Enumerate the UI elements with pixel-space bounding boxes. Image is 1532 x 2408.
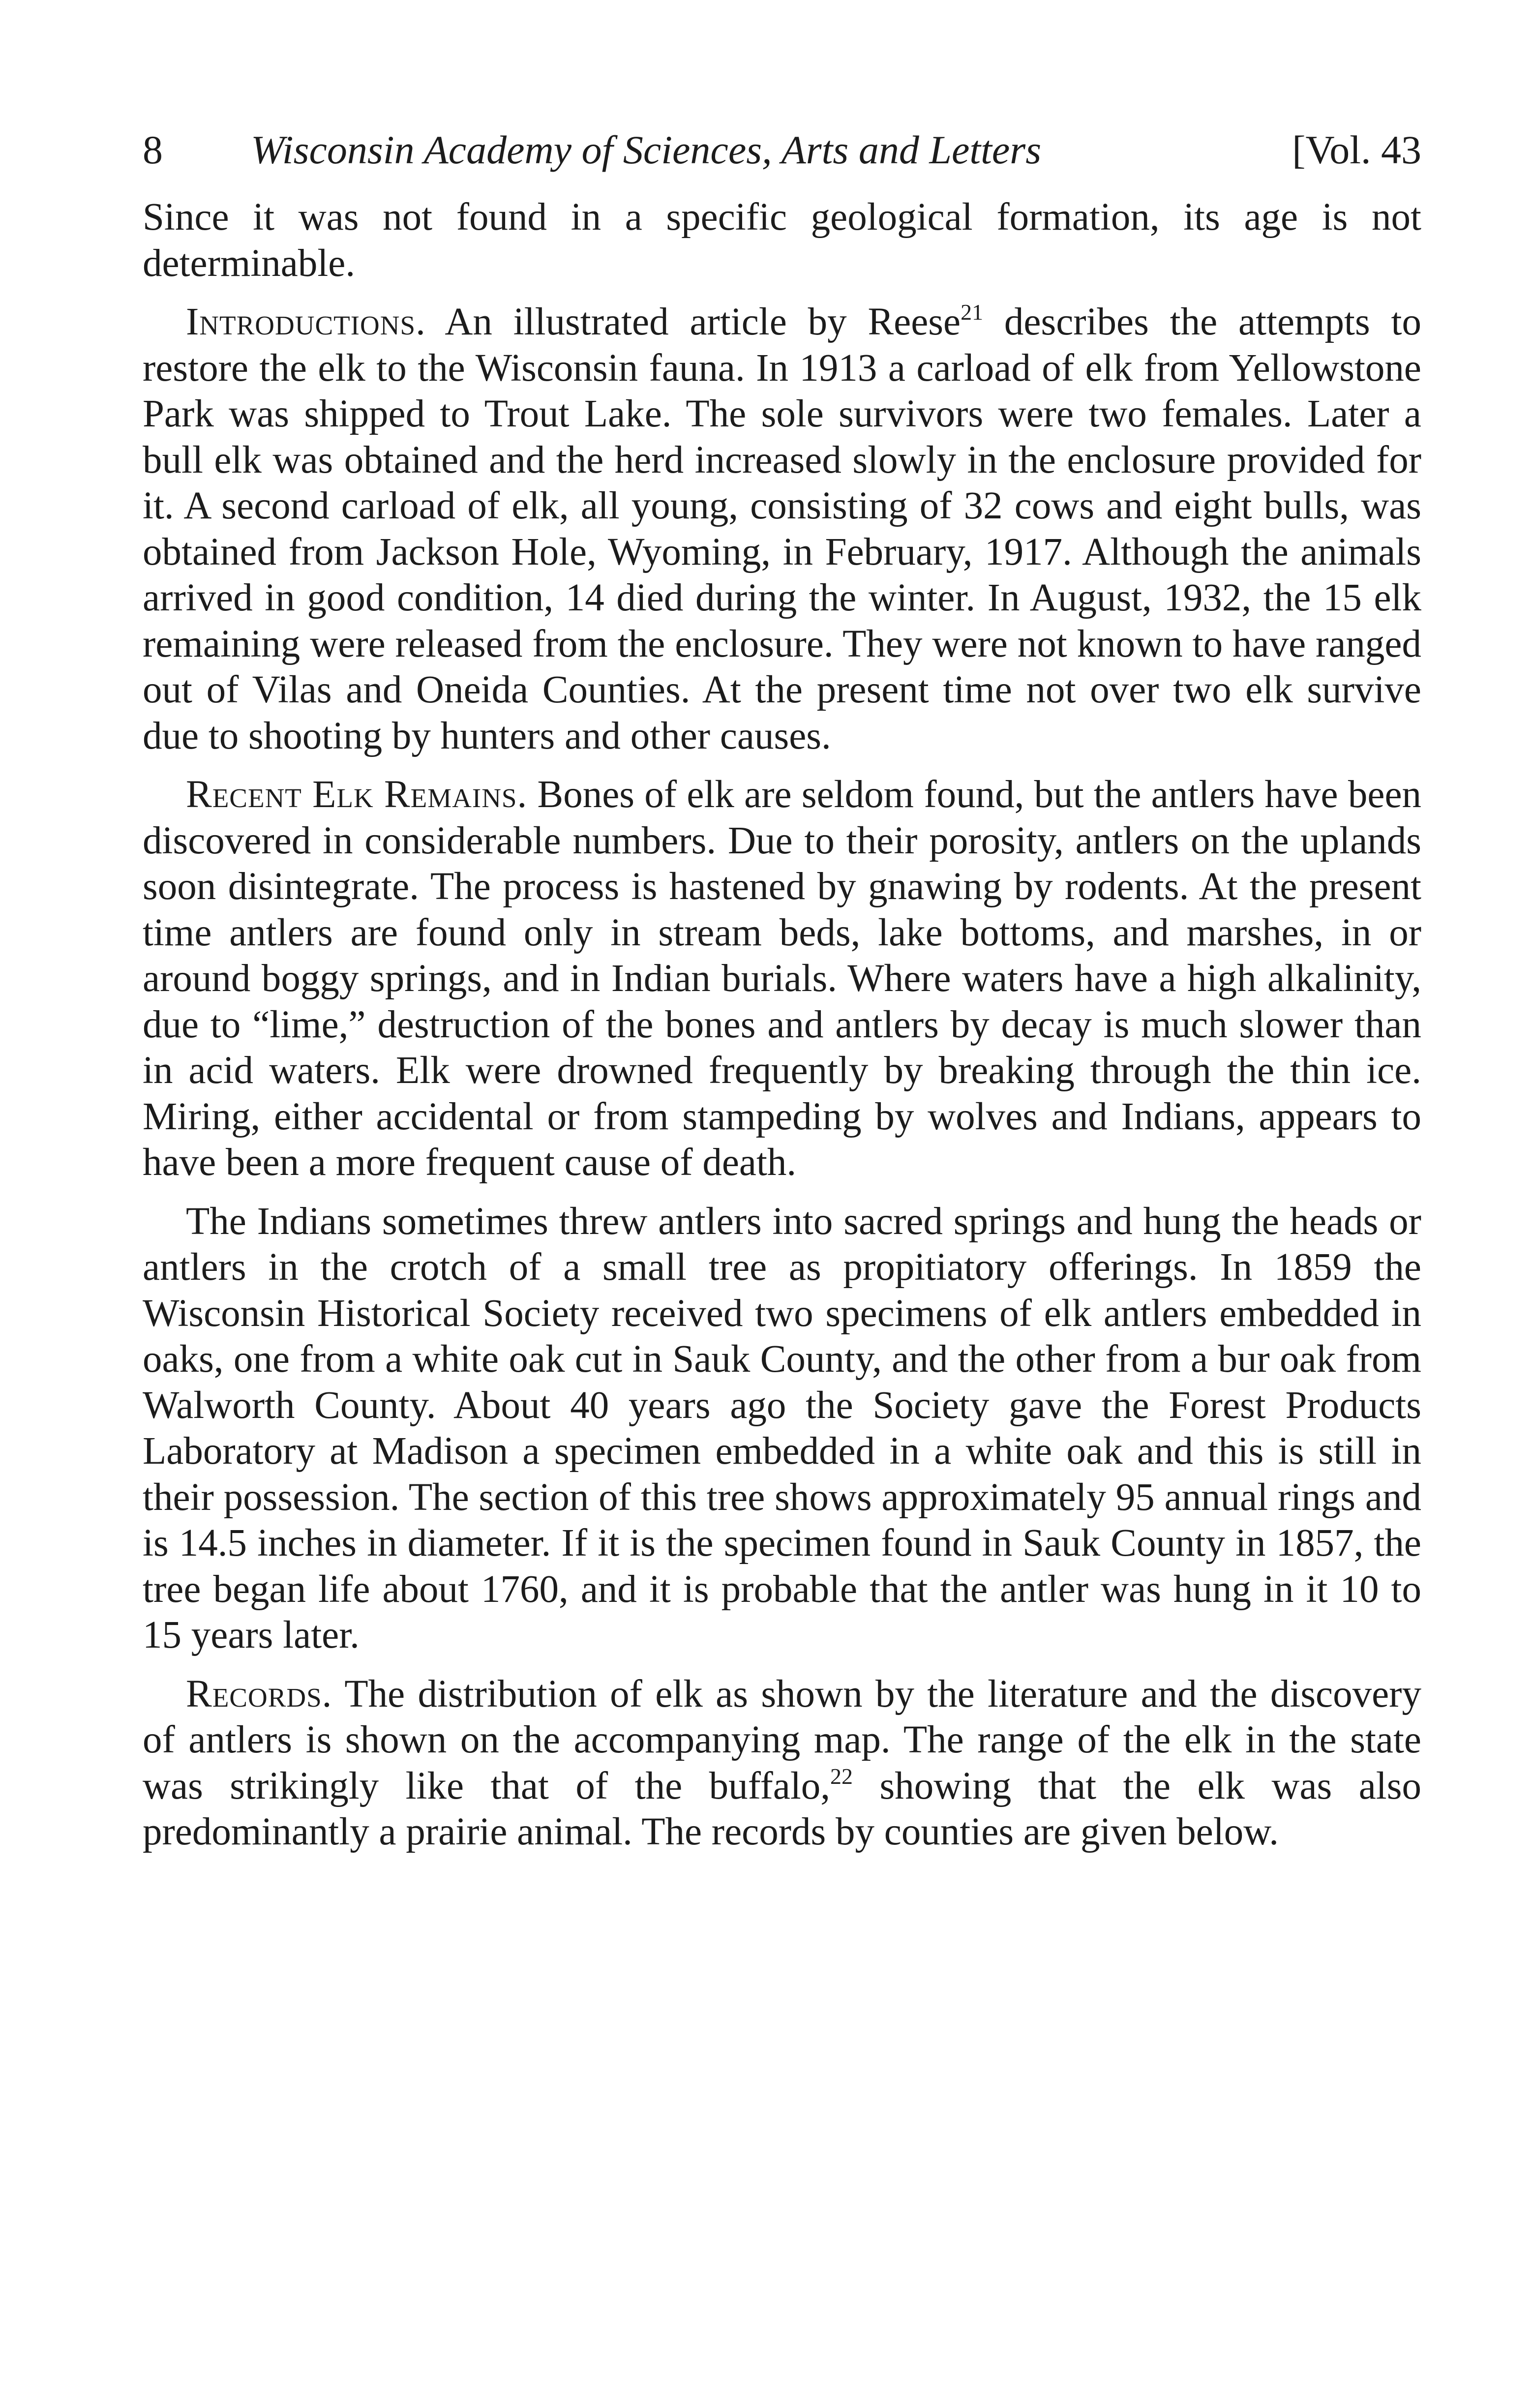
body-text: [143, 194, 1421, 1855]
paragraph-recent-elk-remains: [143, 772, 1421, 1186]
paragraph-text: describes the attempts to restore the elk to the Wisconsin fauna. In 1913 a carload of elk from Yellowstone Park was shipped to Trout Lake. The sole survivors were two females. Later a bull elk was obtained and the herd increased slowly in the enclosure provided for it. A second carload of elk, all young, consisting of 32 cows and eight bulls, was obtained from Jackson Hole, Wyoming, in February, 1917. Although the animals arrived in good condition, 14 died during the winter. In August, 1932, the 15 elk remaining were released from the enclosure. They were not known to have ranged out of Vilas and Oneida Counties. At the present time not over two elk survive due to shooting by hunters and other causes.: [143, 301, 1421, 757]
paragraph-text: showing that the elk was also predominantly a prairie animal. The records by counties are given below.: [143, 1764, 1421, 1853]
journal-title: Wisconsin Academy of Sciences, Arts and Letters: [251, 127, 1042, 172]
page-number: 8: [143, 127, 163, 172]
paragraph-text: Since it was not found in a specific geological formation, its age is not determinable.: [143, 196, 1421, 285]
footnote-ref-21: 21: [961, 300, 984, 325]
paragraph-records: [143, 1671, 1421, 1855]
section-heading-introductions: Introductions.: [186, 301, 426, 343]
running-head: [143, 125, 1421, 180]
paragraph-text: Bones of elk are seldom found, but the antlers have been discovered in considerable numbers. Due to their porosity, antlers on the uplands soon disintegrate. The process is hastened by gnawing by rodents. At the present time antlers are found only in stream beds, lake bottoms, and marshes, in or around boggy springs, and in Indian burials. Where waters have a high alkalinity, due to “lime,” destruction of the bones and antlers by decay is much slower than in acid waters. Elk were drowned frequently by breaking through the thin ice. Miring, either accidental or from stampeding by wolves and Indians, appears to have been a more frequent cause of death.: [143, 773, 1422, 1184]
paragraph-introductions: [143, 299, 1421, 759]
section-heading-records: Records.: [186, 1672, 332, 1716]
paragraph-age: [143, 194, 1421, 286]
page: [143, 125, 1421, 1855]
volume-label: [Vol. 43: [1292, 127, 1421, 172]
paragraph-text: The Indians sometimes threw antlers into sacred springs and hung the heads or antlers in the crotch of a small tree as propitiatory offerings. In 1859 the Wisconsin Historical Society received two specimens of elk antlers embedded in oaks, one from a white oak cut in Sauk County, and the other from a bur oak from Walworth County. About 40 years ago the Society gave the Forest Products Laboratory at Madison a specimen embedded in a white oak and this is still in their possession. The section of this tree shows approximately 95 annual rings and is 14.5 inches in diameter. If it is the specimen found in Sauk County in 1857, the tree began life about 1760, and it is probable that the antler was hung in it 10 to 15 years later.: [143, 1200, 1421, 1656]
section-heading-recent-elk-remains: Recent Elk Remains.: [186, 773, 528, 816]
paragraph-text: The distribution of elk as shown by the literature and the discovery of antlers is shown on the accompanying map. The range of the elk in the state was strikingly like that of the buffalo,: [143, 1672, 1421, 1807]
footnote-ref-22: 22: [830, 1763, 853, 1789]
paragraph-text: An illustrated article by Reese: [425, 301, 961, 343]
paragraph-indians: [143, 1199, 1421, 1658]
